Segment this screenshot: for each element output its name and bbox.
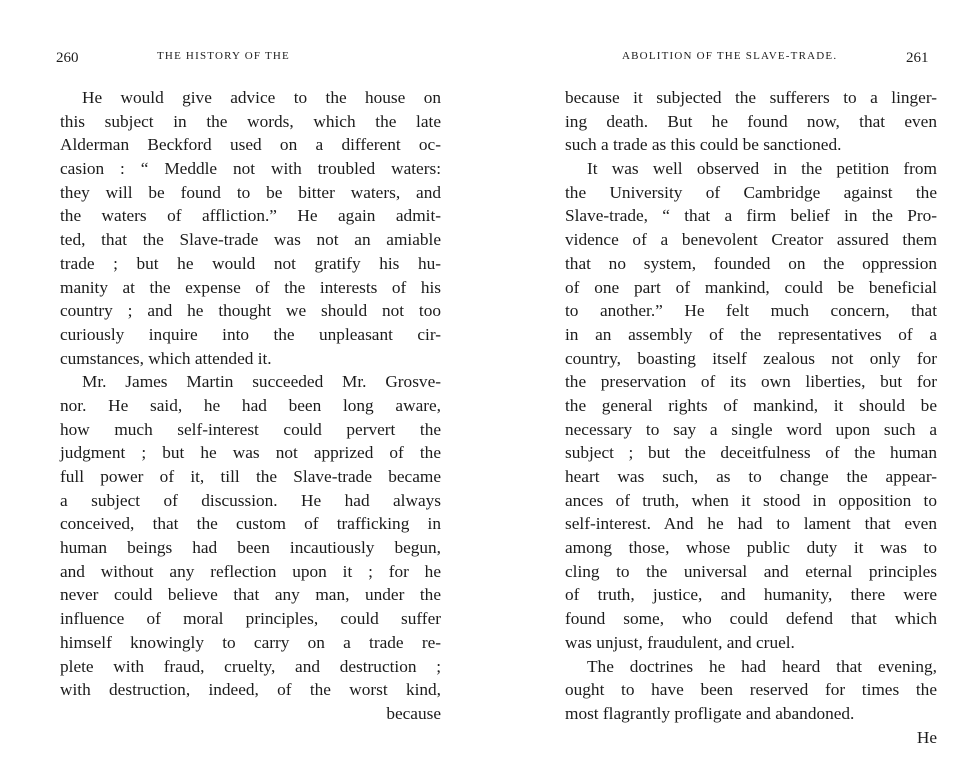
text-line: Alderman Beckford used on a different oc- <box>60 135 441 155</box>
text-line: conceived, that the custom of trafficking in <box>60 514 441 534</box>
text-line: to another.” He felt much concern, that <box>565 301 937 321</box>
text-line: curiously inquire into the unpleasant cir- <box>60 324 441 344</box>
text-line: how much self-interest could pervert the <box>60 419 441 439</box>
text-line: found some, who could defend that which <box>565 609 937 629</box>
left-page-text <box>60 86 441 726</box>
text-line: was unjust, fraudulent, and cruel. <box>565 632 795 652</box>
text-line: heart was such, as to change the appear- <box>565 467 937 486</box>
text-line: cling to the universal and eternal principles <box>565 561 937 581</box>
text-line: ing death. But he found now, that even <box>565 111 937 131</box>
text-line: trade ; but he would not gratify his hu- <box>60 253 441 273</box>
text-line: the waters of affliction.” He again admit- <box>60 206 441 226</box>
text-line: nor. He said, he had been long aware, <box>60 395 441 415</box>
text-line: Mr. James Martin succeeded Mr. Grosve- <box>82 372 441 392</box>
text-line: cumstances, which attended it. <box>60 348 272 368</box>
text-line: with destruction, indeed, of the worst kind, <box>60 680 441 700</box>
text-line: necessary to say a single word upon such a <box>565 419 937 439</box>
running-head-right: ABOLITION OF THE SLAVE-TRADE. <box>622 50 838 62</box>
text-line: human beings had been incautiously begun, <box>60 538 441 558</box>
text-line: ances of truth, when it stood in opposition to <box>565 490 937 510</box>
text-line: subject ; but the deceitfulness of the human <box>565 443 937 463</box>
text-line: such a trade as this could be sanctioned. <box>565 135 842 155</box>
text-line: country, boasting itself zealous not only for <box>565 348 937 368</box>
text-line: they will be found to be bitter waters, and <box>60 182 441 202</box>
text-line: manity at the expense of the interests of his <box>60 277 441 297</box>
right-page-text <box>565 86 937 749</box>
text-line: The doctrines he had heard that evening, <box>587 656 937 676</box>
text-line: the University of Cambridge against the <box>565 182 937 202</box>
catchword: He <box>916 727 937 747</box>
text-line: in an assembly of the representatives of a <box>565 324 937 344</box>
text-line: influence of moral principles, could suffer <box>60 609 441 629</box>
text-line: ted, that the Slave-trade was not an amiable <box>60 230 441 250</box>
text-line: full power of it, till the Slave-trade became <box>60 467 441 486</box>
text-line: most flagrantly profligate and abandoned. <box>565 703 855 723</box>
text-line: self-interest. And he had to lament that even <box>565 514 937 534</box>
text-line: It was well observed in the petition from <box>587 159 937 179</box>
running-head-left: THE HISTORY OF THE <box>157 50 290 62</box>
text-line: of truth, justice, and humanity, there were <box>565 585 937 605</box>
catchword: because <box>386 703 441 723</box>
text-line: He would give advice to the house on <box>82 88 441 107</box>
text-line: casion : “ Meddle not with troubled waters: <box>60 159 441 179</box>
text-line: Slave-trade, “ that a firm belief in the Pro- <box>565 206 937 226</box>
text-line: judgment ; but he was not apprized of the <box>60 443 441 463</box>
text-line: of one part of mankind, could be beneficial <box>565 277 937 297</box>
text-line: a subject of discussion. He had always <box>60 490 441 510</box>
text-line: vidence of a benevolent Creator assured them <box>565 230 937 250</box>
right-page <box>490 0 980 784</box>
text-line: the general rights of mankind, it should be <box>565 395 937 415</box>
text-line: himself knowingly to carry on a trade re- <box>60 632 441 652</box>
text-line: because it subjected the sufferers to a linger- <box>565 88 937 107</box>
page-number-left: 260 <box>56 50 79 66</box>
page-number-right: 261 <box>906 50 929 66</box>
text-line: ought to have been reserved for times the <box>565 680 937 700</box>
text-line: never could believe that any man, under the <box>60 585 441 605</box>
text-line: that no system, founded on the oppression <box>565 253 937 273</box>
text-line: country ; and he thought we should not too <box>60 301 441 321</box>
text-line: the preservation of its own liberties, but for <box>565 372 937 392</box>
text-line: and without any reflection upon it ; for he <box>60 561 441 581</box>
text-line: this subject in the words, which the late <box>60 111 441 131</box>
text-line: among those, whose public duty it was to <box>565 538 937 558</box>
text-line: plete with fraud, cruelty, and destruction ; <box>60 656 441 676</box>
